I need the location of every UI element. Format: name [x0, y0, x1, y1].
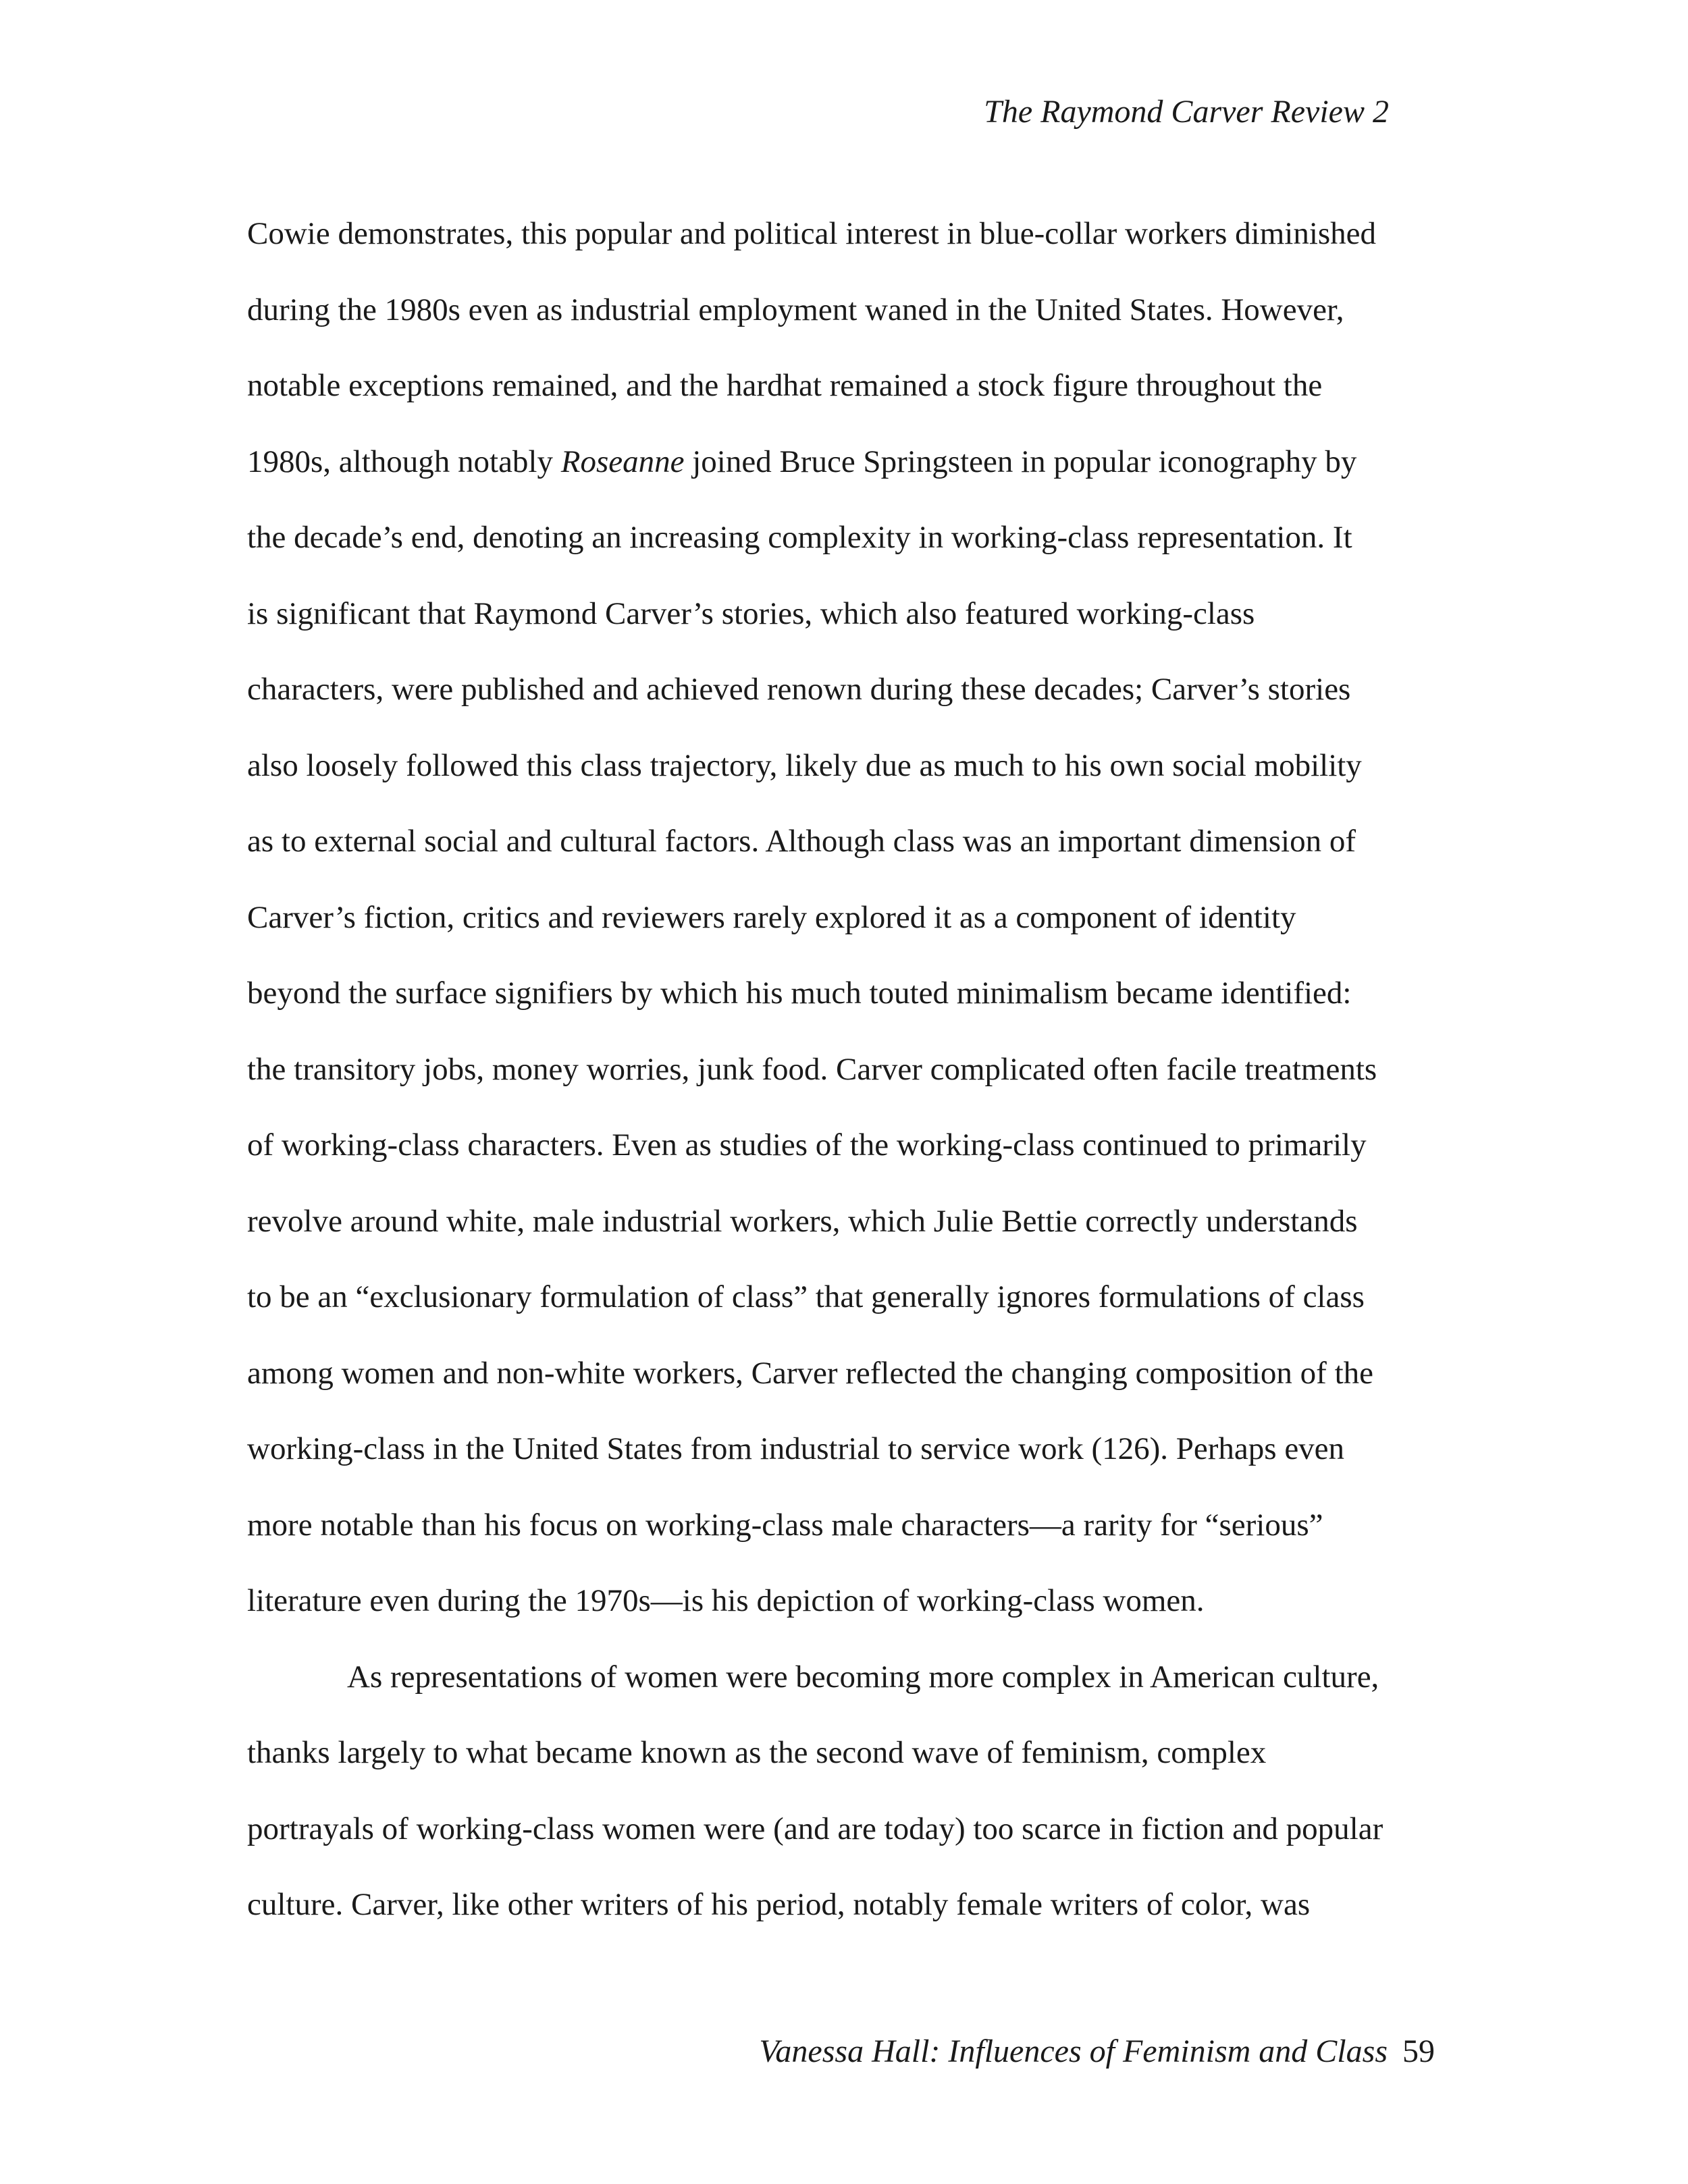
- text-line: during the 1980s even as industrial employment waned in the United States. However,: [247, 292, 1344, 327]
- text-line: among women and non-white workers, Carver reflected the changing composition of the: [247, 1355, 1373, 1391]
- text-segment: 1980s, although notably: [247, 444, 561, 479]
- page-footer: [759, 2035, 1435, 2068]
- text-line: also loosely followed this class trajectory, likely due as much to his own social mobility: [247, 747, 1362, 783]
- text-line: characters, were published and achieved renown during these decades; Carver’s stories: [247, 672, 1351, 707]
- text-line: is significant that Raymond Carver’s stories, which also featured working-class: [247, 595, 1255, 631]
- text-line: as to external social and cultural factors. Although class was an important dimension of: [247, 824, 1356, 859]
- text-line: notable exceptions remained, and the hardhat remained a stock figure throughout the: [247, 368, 1323, 403]
- body-text: [247, 196, 1449, 1943]
- text-line: thanks largely to what became known as the second wave of feminism, complex: [247, 1735, 1267, 1770]
- text-line: portrayals of working-class women were (and are today) too scarce in fiction and popular: [247, 1811, 1383, 1846]
- text-line: culture. Carver, like other writers of his period, notably female writers of color, was: [247, 1887, 1311, 1922]
- text-line: the transitory jobs, money worries, junk food. Carver complicated often facile treatments: [247, 1051, 1377, 1087]
- text-line: more notable than his focus on working-class male characters—a rarity for “serious”: [247, 1507, 1323, 1543]
- text-line: of working-class characters. Even as studies of the working-class continued to primarily: [247, 1127, 1367, 1163]
- footer-title: Vanessa Hall: Influences of Feminism and Class: [759, 2033, 1388, 2069]
- italic-title: Roseanne: [560, 444, 685, 479]
- paragraph-first-line: As representations of women were becoming more complex in American culture,: [347, 1659, 1379, 1695]
- page-number: 59: [1402, 2033, 1435, 2069]
- text-line: the decade’s end, denoting an increasing complexity in working-class representation. It: [247, 520, 1352, 555]
- text-line: revolve around white, male industrial workers, which Julie Bettie correctly understands: [247, 1203, 1358, 1239]
- text-line: working-class in the United States from industrial to service work (126). Perhaps even: [247, 1431, 1345, 1466]
- text-line: Carver’s fiction, critics and reviewers rarely explored it as a component of identity: [247, 899, 1296, 935]
- text-line: [247, 424, 1449, 500]
- text-line: Cowie demonstrates, this popular and political interest in blue-collar workers diminished: [247, 216, 1377, 251]
- text-line: beyond the surface signifiers by which his much touted minimalism became identified:: [247, 976, 1352, 1011]
- text-segment: joined Bruce Springsteen in popular iconography by: [684, 444, 1357, 479]
- running-head: The Raymond Carver Review 2: [984, 94, 1389, 130]
- text-line: to be an “exclusionary formulation of class” that generally ignores formulations of class: [247, 1279, 1365, 1314]
- text-line: literature even during the 1970s—is his depiction of working-class women.: [247, 1583, 1205, 1618]
